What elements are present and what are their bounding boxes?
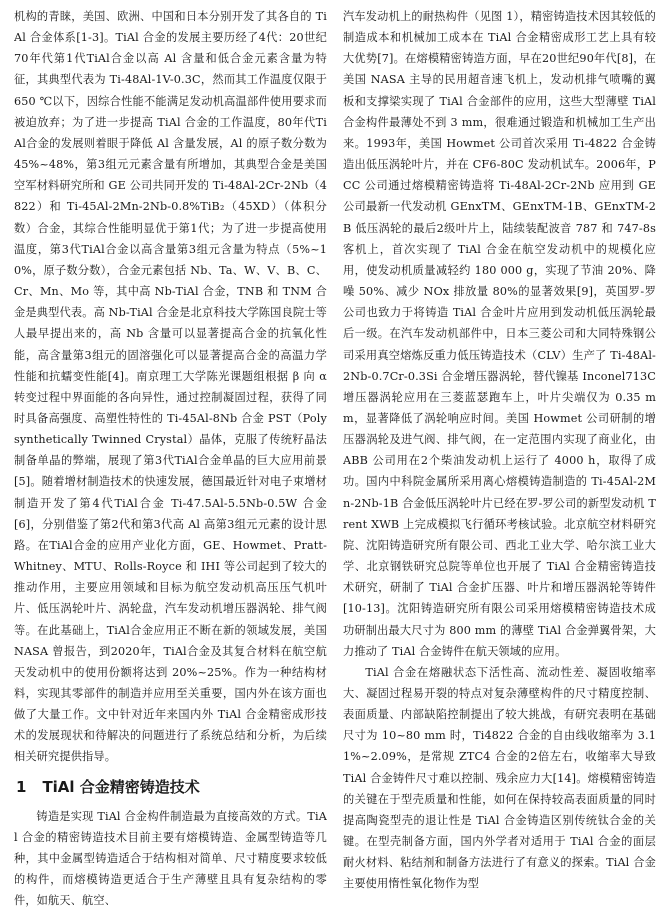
section-title: TiAl 合金精密铸造技术: [42, 777, 200, 796]
left-paragraph-1: 机构的青睐，美国、欧洲、中国和日本分别开发了其各自的 TiAl 合金体系[1-3]。TiAl 合金的发展主要历经了4代：20世纪70年代第1代TiAl合金以高 Al 含量和低合金元素含量为特征，其典型代表为 Ti-48Al-1V-0.3C，然而其工作温度仅限于 650 ℃以下，因综合性能不能满足发动机高温部件使用要求而被迫放弃；为了进一步提高 TiAl 合金的工作温度，80年代TiAl合金的发展则着眼于降低 Al 含量发展，Al 的原子数分数为45%~48%，第3组元元素含量有所增加，其典型合金是美国空军材料研究所和 GE 公司共同开发的 Ti-48Al-2Cr-2Nb（4822）和 Ti-45Al-2Mn-2Nb-0.8%TiB₂（45XD）（体积分数）合金，其综合性能明显优于第1代；为了进一步提高使用温度，第3代TiAl合金以高含量第3组元含量为特点（5%~10%，原子数分数），合金元素包括 Nb、Ta、W、V、B、C、Cr、Mn、Mo 等，其中高 Nb-TiAl 合金，TNB 和 TNM 合金是典型代表。高 Nb-TiAl 合金是北京科技大学陈国良院士等人最早提出来的，高 Nb 含量可以显著提高合金的抗氧化性能，高含量第3组元的固溶强化可以显著提高合金的高温力学性能和抗蠕变性能[4]。南京理工大学陈光课题组根据 β 向 α 转变过程中界面能的各向异性，通过控制凝固过程，获得了同时具备高强度、高塑性特性的 Ti-45Al-8Nb 合金 PST（Polysynthetically Twinned Crystal）晶体，克服了传统籽晶法制备单晶的弊端，展现了第3代TiAl合金单晶的巨大应用前景[5]。随着增材制造技术的快速发展，德国最近针对电子束增材制造开发了第4代TiAl合金 Ti-47.5Al-5.5Nb-0.5W 合金[6]，分别借鉴了第2代和第3代高 Al 高第3组元元素的设计思路。在TiAl合金的应用产业化方面，GE、Howmet、Pratt-Whitney、MTU、Rolls-Royce 和 IHI 等公司起到了较大的推动作用，主要应用领域和目标为航空发动机高压压气机叶片、低压涡轮叶片、涡轮盘，汽车发动机增压器涡轮、排气阀等。在此基础上，TiAl合金应用正不断在新的领域发展，美国 NASA 曾报告，到2020年，TiAl合金及其复合材料在航空航天发动机中的使用份额将达到 20%~25%。作为一种结构材料，实现其零部件的制造并应用至关重要，国内外在该方面也做了大量工作。文中针对近年来国内外 TiAl 合金精密成形技术的发展现状和待解决的问题进行了系统总结和分析，为后续相关研究提供指导。: [14, 10, 327, 764]
right-paragraph-1: 汽车发动机上的耐热构件（见图 1），精密铸造技术因其较低的制造成本和机械加工成本在 TiAl 合金精密成形工艺上具有较大优势[7]。在熔模精密铸造方面，早在20世纪90年代[8]，在美国 NASA 主导的民用超音速飞机上，发动机排气喷嘴的翼板和支撑梁实现了 TiAl 合金部件的应用，这些大型薄壁 TiAl 合金构件最薄处不到 3 mm，很难通过锻造和机械加工生产出来。1993年，美国 Howmet 公司首次采用 Ti-4822 合金铸造出低压涡轮叶片，并在 CF6-80C 发动机试车。2006年，PCC 公司通过熔模精密铸造将 Ti-48Al-2Cr-2Nb 应用到 GE 公司最新一代发动机 GEnxTM、GEnxTM-1B、GEnxTM-2B 低压涡轮的最后2级叶片上，陆续装配波音 787 和 747-8s 客机上，首次实现了 TiAl 合金在航空发动机中的规模化应用，使发动机质量减轻约 180 000 g，实现了节油 20%、降噪 50%、减少 NOx 排放量 80%的显著效果[9]，英国罗-罗公司也致力于将铸造 TiAl 合金叶片应用到发动机低压涡轮最后一级。在汽车发动机部件中，日本三菱公司和大同特殊钢公司采用真空熔炼反重力低压铸造技术（CLV）生产了 Ti-48Al-2Nb-0.7Cr-0.3Si 合金增压器涡轮，替代镍基 Inconel713C 增压器涡轮应用在三菱蓝瑟跑车上，叶片尖端仅为 0.35 mm，显著降低了涡轮响应时间。美国 Howmet 公司研制的增压器涡轮及进气阀、排气阀，在一定范围内实现了商业化，由 ABB 公司用在2个柴油发动机上运行了 4000 h，取得了成功。国内中科院金属所采用离心熔模铸造制造的 Ti-45Al-2Mn-2Nb-1B 合金低压涡轮叶片已经在罗-罗公司的新型发动机 Trent XWB 上完成模拟飞行循环考核试验。北京航空材料研究院、沈阳铸造研究所有限公司、西北工业大学、哈尔滨工业大学、北京钢铁研究总院等单位也开展了 TiAl 合金精密铸造技术研究，研制了 TiAl 合金扩压器、叶片和增压器涡轮等铸件[10-13]。沈阳铸造研究所有限公司采用熔模精密铸造技术成功研制出最大尺寸为 800 mm 的薄壁 TiAl 合金弹翼骨架，大力推动了 TiAl 合金铸件在航天领域的应用。: [343, 10, 656, 658]
section-heading: [16, 776, 327, 798]
left-paragraph-2: 铸造是实现 TiAl 合金构件制造最为直接高效的方式。TiAl 合金的精密铸造技术目前主要有熔模铸造、金属型铸造等几种，其中金属型铸造适合于结构相对简单、尺寸精度要求较低的构件，而熔模铸造更适合于生产薄壁且具有复杂结构的零件，如航天、航空、: [14, 809, 327, 908]
right-column: [343, 6, 656, 922]
section-number: 1: [16, 777, 27, 796]
right-paragraph-2: TiAl 合金在熔融状态下活性高、流动性差、凝固收缩率大、凝固过程易开裂的特点对复杂薄壁构件的尺寸精度控制、表面质量、内部缺陷控制提出了较大挑战，有研究表明在基础尺寸为 10~80 mm 时，Ti4822 合金的自由线收缩率为 3.11%~2.09%，是常规 ZTC4 合金的2倍左右，收缩率大导致 TiAl 合金铸件尺寸难以控制、残余应力大[14]。熔模精密铸造的关键在于型壳质量和性能，如何在保持较高表面质量的同时提高陶瓷型壳的退让性是 TiAl 合金铸造区别传统钛合金的关键。在型壳制备方面，国内外学者对适用于 TiAl 合金的面层耐火材料、粘结剂和制备方法进行了有意义的探索。TiAl 合金主要使用惰性氧化物作为型: [343, 665, 656, 891]
left-column: [14, 6, 327, 922]
